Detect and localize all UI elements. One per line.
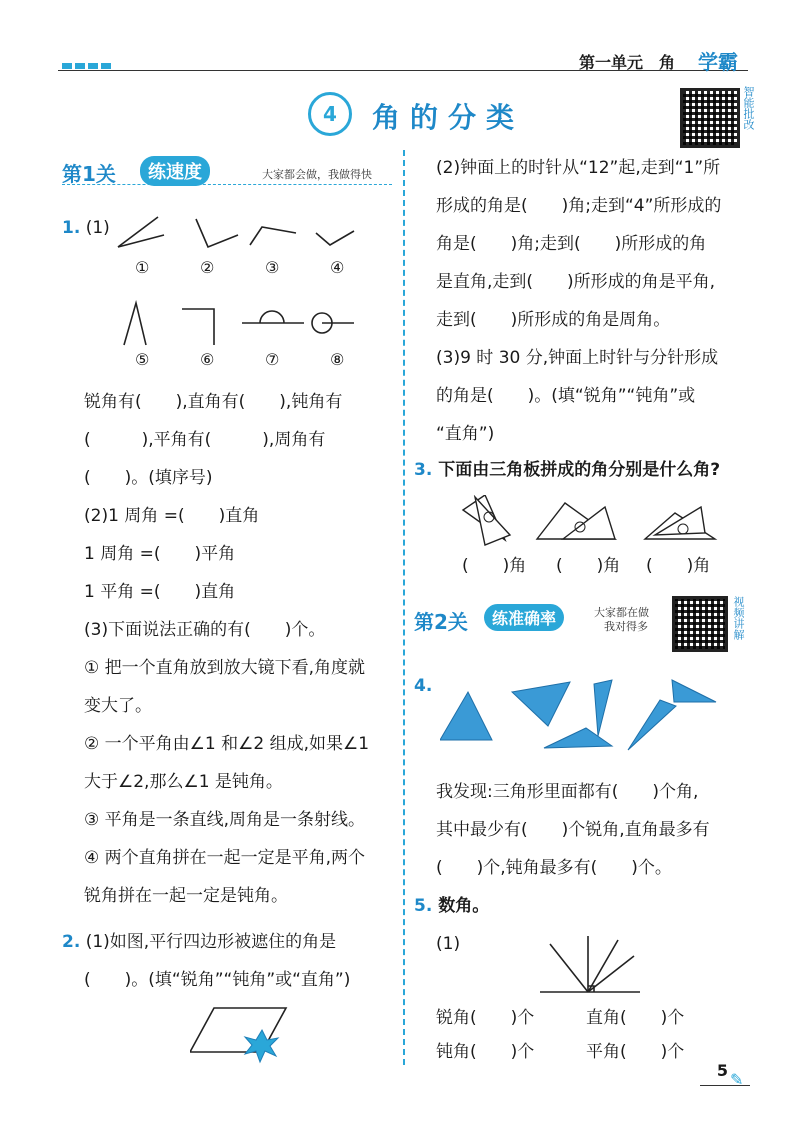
q2-right-6: (3)9 时 30 分,钟面上时针与分针形成 xyxy=(436,348,719,368)
q3-text: 下面由三角板拼成的角分别是什么角? xyxy=(438,460,721,480)
q1-number: 1. xyxy=(62,218,81,238)
q1-line-4: (2)1 周角 =( )直角 xyxy=(84,506,260,526)
q5-line xyxy=(414,888,489,924)
q3-number: 3. xyxy=(414,460,433,480)
set-square-3b xyxy=(655,507,705,535)
triangle-4 xyxy=(544,728,612,748)
q5-ray-3 xyxy=(588,940,618,992)
q1-line-6: 1 平角 =( )直角 xyxy=(84,582,236,602)
lesson-title: 角的分类 xyxy=(372,101,525,134)
q5-number: 5. xyxy=(414,896,433,916)
q3-line xyxy=(414,452,720,488)
q1-line-12: ③ 平角是一条直线,周角是一条射线。 xyxy=(84,810,366,830)
fig-label-1: ① xyxy=(135,258,150,277)
q5-answer-acute: 锐角( )个 xyxy=(436,1008,535,1028)
q2-number: 2. xyxy=(62,932,81,952)
pencil-icon: ✎ xyxy=(730,1070,744,1089)
triangle-1 xyxy=(440,692,492,740)
section2-title: 第2关 xyxy=(414,610,468,634)
section1-note: 大家都会做，我做得快 xyxy=(262,168,372,181)
q1-line-8: ① 把一个直角放到放大镜下看,角度就 xyxy=(84,658,366,678)
q1-line-14: 锐角拼在一起一定是钝角。 xyxy=(84,886,288,906)
unit-title: 第一单元 角 xyxy=(578,53,675,72)
section2-note-1: 大家都在做 xyxy=(594,606,649,619)
brand-logo: 学霸 xyxy=(698,50,738,74)
q1-header xyxy=(62,210,110,246)
fig-label-5: ⑤ xyxy=(135,350,150,369)
triangle-6 xyxy=(672,680,716,702)
fig-label-6: ⑥ xyxy=(200,350,215,369)
q1-line-1: 锐角有( ),直角有( ),钝角有 xyxy=(84,392,343,412)
q2-right-1: (2)钟面上的时针从“12”起,走到“1”所 xyxy=(436,158,721,178)
header-decoration xyxy=(62,54,114,73)
q5-ray-4 xyxy=(588,956,634,992)
angle-5 xyxy=(124,303,146,345)
q5-text: 数角。 xyxy=(438,896,490,916)
q1-line-13: ④ 两个直角拼在一起一定是平角,两个 xyxy=(84,848,366,868)
q1-angle-figures xyxy=(110,205,370,370)
q2-right-5: 走到( )所形成的角是周角。 xyxy=(436,310,671,330)
q4-line-3: ( )个,钝角最多有( )个。 xyxy=(436,858,672,878)
section2-pill: 练准确率 xyxy=(484,604,564,631)
q1-line-10: ② 一个平角由∠1 和∠2 组成,如果∠1 xyxy=(84,734,370,754)
q2-line-2: ( )。(填“锐角”“钝角”或“直角”) xyxy=(84,970,351,990)
q1-line-3: ( )。(填序号) xyxy=(84,468,213,488)
triangle-3 xyxy=(594,680,612,736)
fig-label-2: ② xyxy=(200,258,215,277)
fig-label-4: ④ xyxy=(330,258,345,277)
q2-right-8: “直角”) xyxy=(436,424,495,444)
qr-code-icon[interactable] xyxy=(680,88,740,148)
section2-qr-label: 视频讲解 xyxy=(732,596,745,640)
q5-ray-1 xyxy=(550,944,588,992)
lesson-number-badge: 4 xyxy=(308,92,352,136)
q2-line-1 xyxy=(62,924,336,960)
q1-part1: (1) xyxy=(85,218,110,238)
q5-answer-obtuse: 钝角( )个 xyxy=(436,1042,535,1062)
q4-number-wrap xyxy=(414,668,432,704)
angle-2 xyxy=(196,219,238,247)
set-square-figures xyxy=(455,495,725,555)
q4-line-1: 我发现:三角形里面都有( )个角, xyxy=(436,782,699,802)
section1-pill: 练速度 xyxy=(140,156,210,186)
angle-4 xyxy=(316,231,354,245)
q5-answer-straight: 平角( )个 xyxy=(586,1042,685,1062)
q3-answer-2: ( )角 xyxy=(556,556,621,576)
angle-7-arc xyxy=(260,311,284,323)
q4-line-2: 其中最少有( )个锐角,直角最多有 xyxy=(436,820,710,840)
qr-label: 智能批改 xyxy=(742,86,755,130)
q1-line-9: 变大了。 xyxy=(84,696,152,716)
triangle-2 xyxy=(512,682,570,726)
q1-line-11: 大于∠2,那么∠1 是钝角。 xyxy=(84,772,283,792)
fig-label-3: ③ xyxy=(265,258,280,277)
angle-6 xyxy=(182,309,214,345)
q5-angle-figure xyxy=(536,932,646,998)
section1-underline xyxy=(62,184,392,185)
q3-answer-3: ( )角 xyxy=(646,556,711,576)
q2-right-2: 形成的角是( )角;走到“4”所形成的 xyxy=(436,196,722,216)
parallelogram-figure xyxy=(190,1000,290,1070)
q1-line-7: (3)下面说法正确的有( )个。 xyxy=(84,620,326,640)
parallelogram xyxy=(190,1008,286,1052)
q1-line-5: 1 周角 =( )平角 xyxy=(84,544,236,564)
qr-code-video-icon[interactable] xyxy=(672,596,728,652)
q3-answer-1: ( )角 xyxy=(462,556,527,576)
section2-note-2: 我对得多 xyxy=(604,620,648,633)
q2-right-7: 的角是( )。(填“锐角”“钝角”或 xyxy=(436,386,696,406)
fig-label-8: ⑧ xyxy=(330,350,345,369)
column-divider xyxy=(403,150,405,1065)
q5-answer-right: 直角( )个 xyxy=(586,1008,685,1028)
triangle-figures xyxy=(440,676,720,756)
q2-text-1: (1)如图,平行四边形被遮住的角是 xyxy=(85,932,337,952)
triangle-5 xyxy=(628,700,676,750)
q5-part1: (1) xyxy=(436,934,461,954)
section1-title: 第1关 xyxy=(62,162,116,186)
fig-label-7: ⑦ xyxy=(265,350,280,369)
q2-right-4: 是直角,走到( )所形成的角是平角, xyxy=(436,272,716,292)
angle-3 xyxy=(250,227,296,245)
q1-line-2: ( ),平角有( ),周角有 xyxy=(84,430,326,450)
q2-right-3: 角是( )角;走到( )所形成的角 xyxy=(436,234,707,254)
q4-number: 4. xyxy=(414,676,433,696)
page-number: 5 xyxy=(716,1061,728,1080)
